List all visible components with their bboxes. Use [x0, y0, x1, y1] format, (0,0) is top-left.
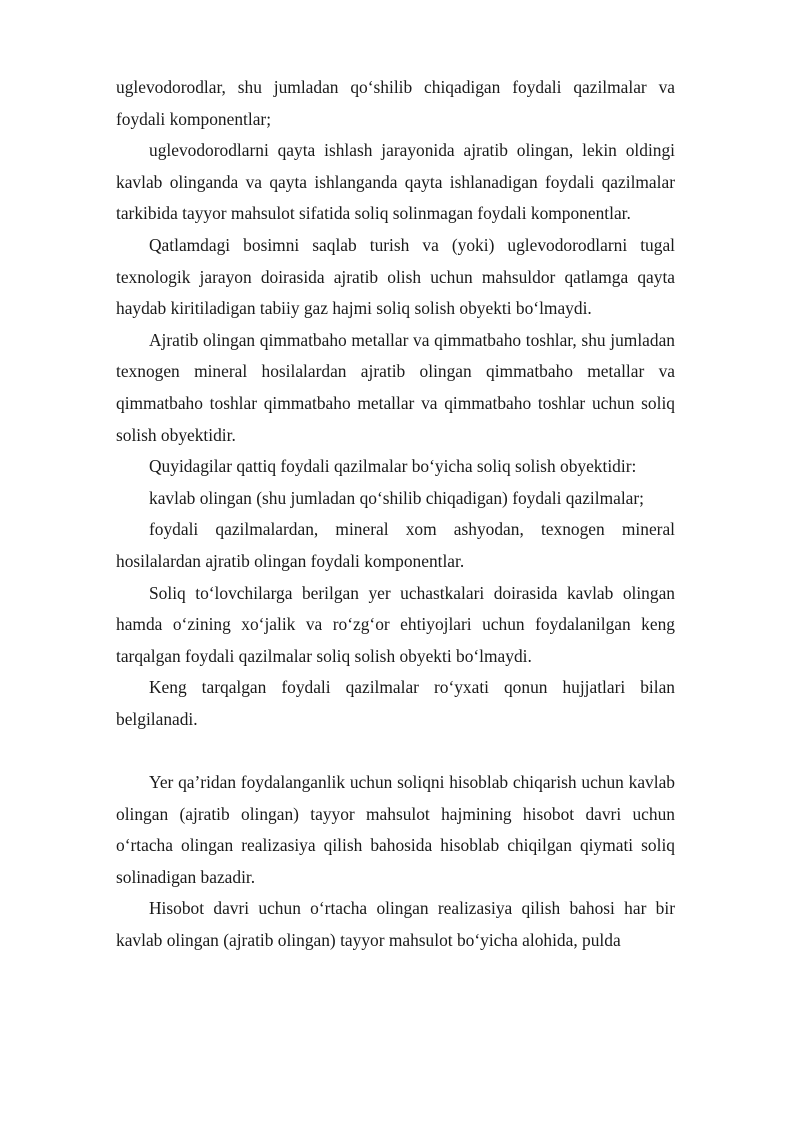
- paragraph-solid-minerals-intro: Quyidagilar qattiq foydali qazilmalar bo‘yicha soliq solish obyektidir:: [149, 456, 637, 477]
- paragraph-precious-metals: Ajratib olingan qimmatbaho metallar va qimmatbaho toshlar, shu jumladan texnogen mineral hosilalardan ajratib olingan qimmatbaho metallar va qimmatbaho toshlar qimmatbaho metallar va qimmatbaho toshlar uchun soliq solish obyektidir.: [116, 329, 675, 445]
- paragraph-spacer: [116, 735, 675, 767]
- paragraph-average-price: Hisobot davri uchun o‘rtacha olingan realizasiya qilish bahosi har bir kavlab olingan (ajratib olingan) tayyor mahsulot bo‘yicha alohida, pulda: [116, 898, 675, 951]
- paragraph-land-plots: Soliq to‘lovchilarga berilgan yer uchastkalari doirasida kavlab olingan hamda o‘zining xo‘jalik va ro‘zg‘or ehtiyojlari uchun foydalanilgan keng tarqalgan foydali qazilmalar soliq solish obyekti bo‘lmaydi.: [116, 582, 675, 666]
- paragraph-natural-gas: Qatlamdagi bosimni saqlab turish va (yoki) uglevodorodlarni tugal texnologik jarayon doirasida ajratib olish uchun mahsuldor qatlamga qayta haydab kiritiladigan tabiiy gaz hajmi soliq solish obyekti bo‘lmaydi.: [116, 234, 675, 319]
- paragraph-processing-components: uglevodorodlarni qayta ishlash jarayonida ajratib olingan, lekin oldingi kavlab olinganda va qayta ishlanganda qayta ishlanadigan foydali qazilmalar tarkibida tayyor mahsulot sifatida soliq solinmagan foydali komponentlar.: [116, 140, 675, 224]
- paragraph-extracted-minerals: kavlab olingan (shu jumladan qo‘shilib chiqadigan) foydali qazilmalar;: [149, 487, 645, 508]
- paragraph-hydrocarbons: uglevodorodlar, shu jumladan qo‘shilib chiqadigan foydali qazilmalar va foydali komponentlar;: [116, 77, 675, 129]
- paragraph-common-minerals-list: Keng tarqalgan foydali qazilmalar ro‘yxati qonun hujjatlari bilan belgilanadi.: [116, 677, 675, 729]
- paragraph-useful-components: foydali qazilmalardan, mineral xom ashyodan, texnogen mineral hosilalardan ajratib olingan foydali komponentlar.: [116, 519, 675, 571]
- document-body: [116, 72, 675, 957]
- paragraph-tax-base: Yer qa’ridan foydalanganlik uchun soliqni hisoblab chiqarish uchun kavlab olingan (ajratib olingan) tayyor mahsulot hajmining hisobot davri uchun o‘rtacha olingan realizasiya qilish bahosida hisoblab chiqilgan qiymati soliq solinadigan bazadir.: [116, 772, 675, 887]
